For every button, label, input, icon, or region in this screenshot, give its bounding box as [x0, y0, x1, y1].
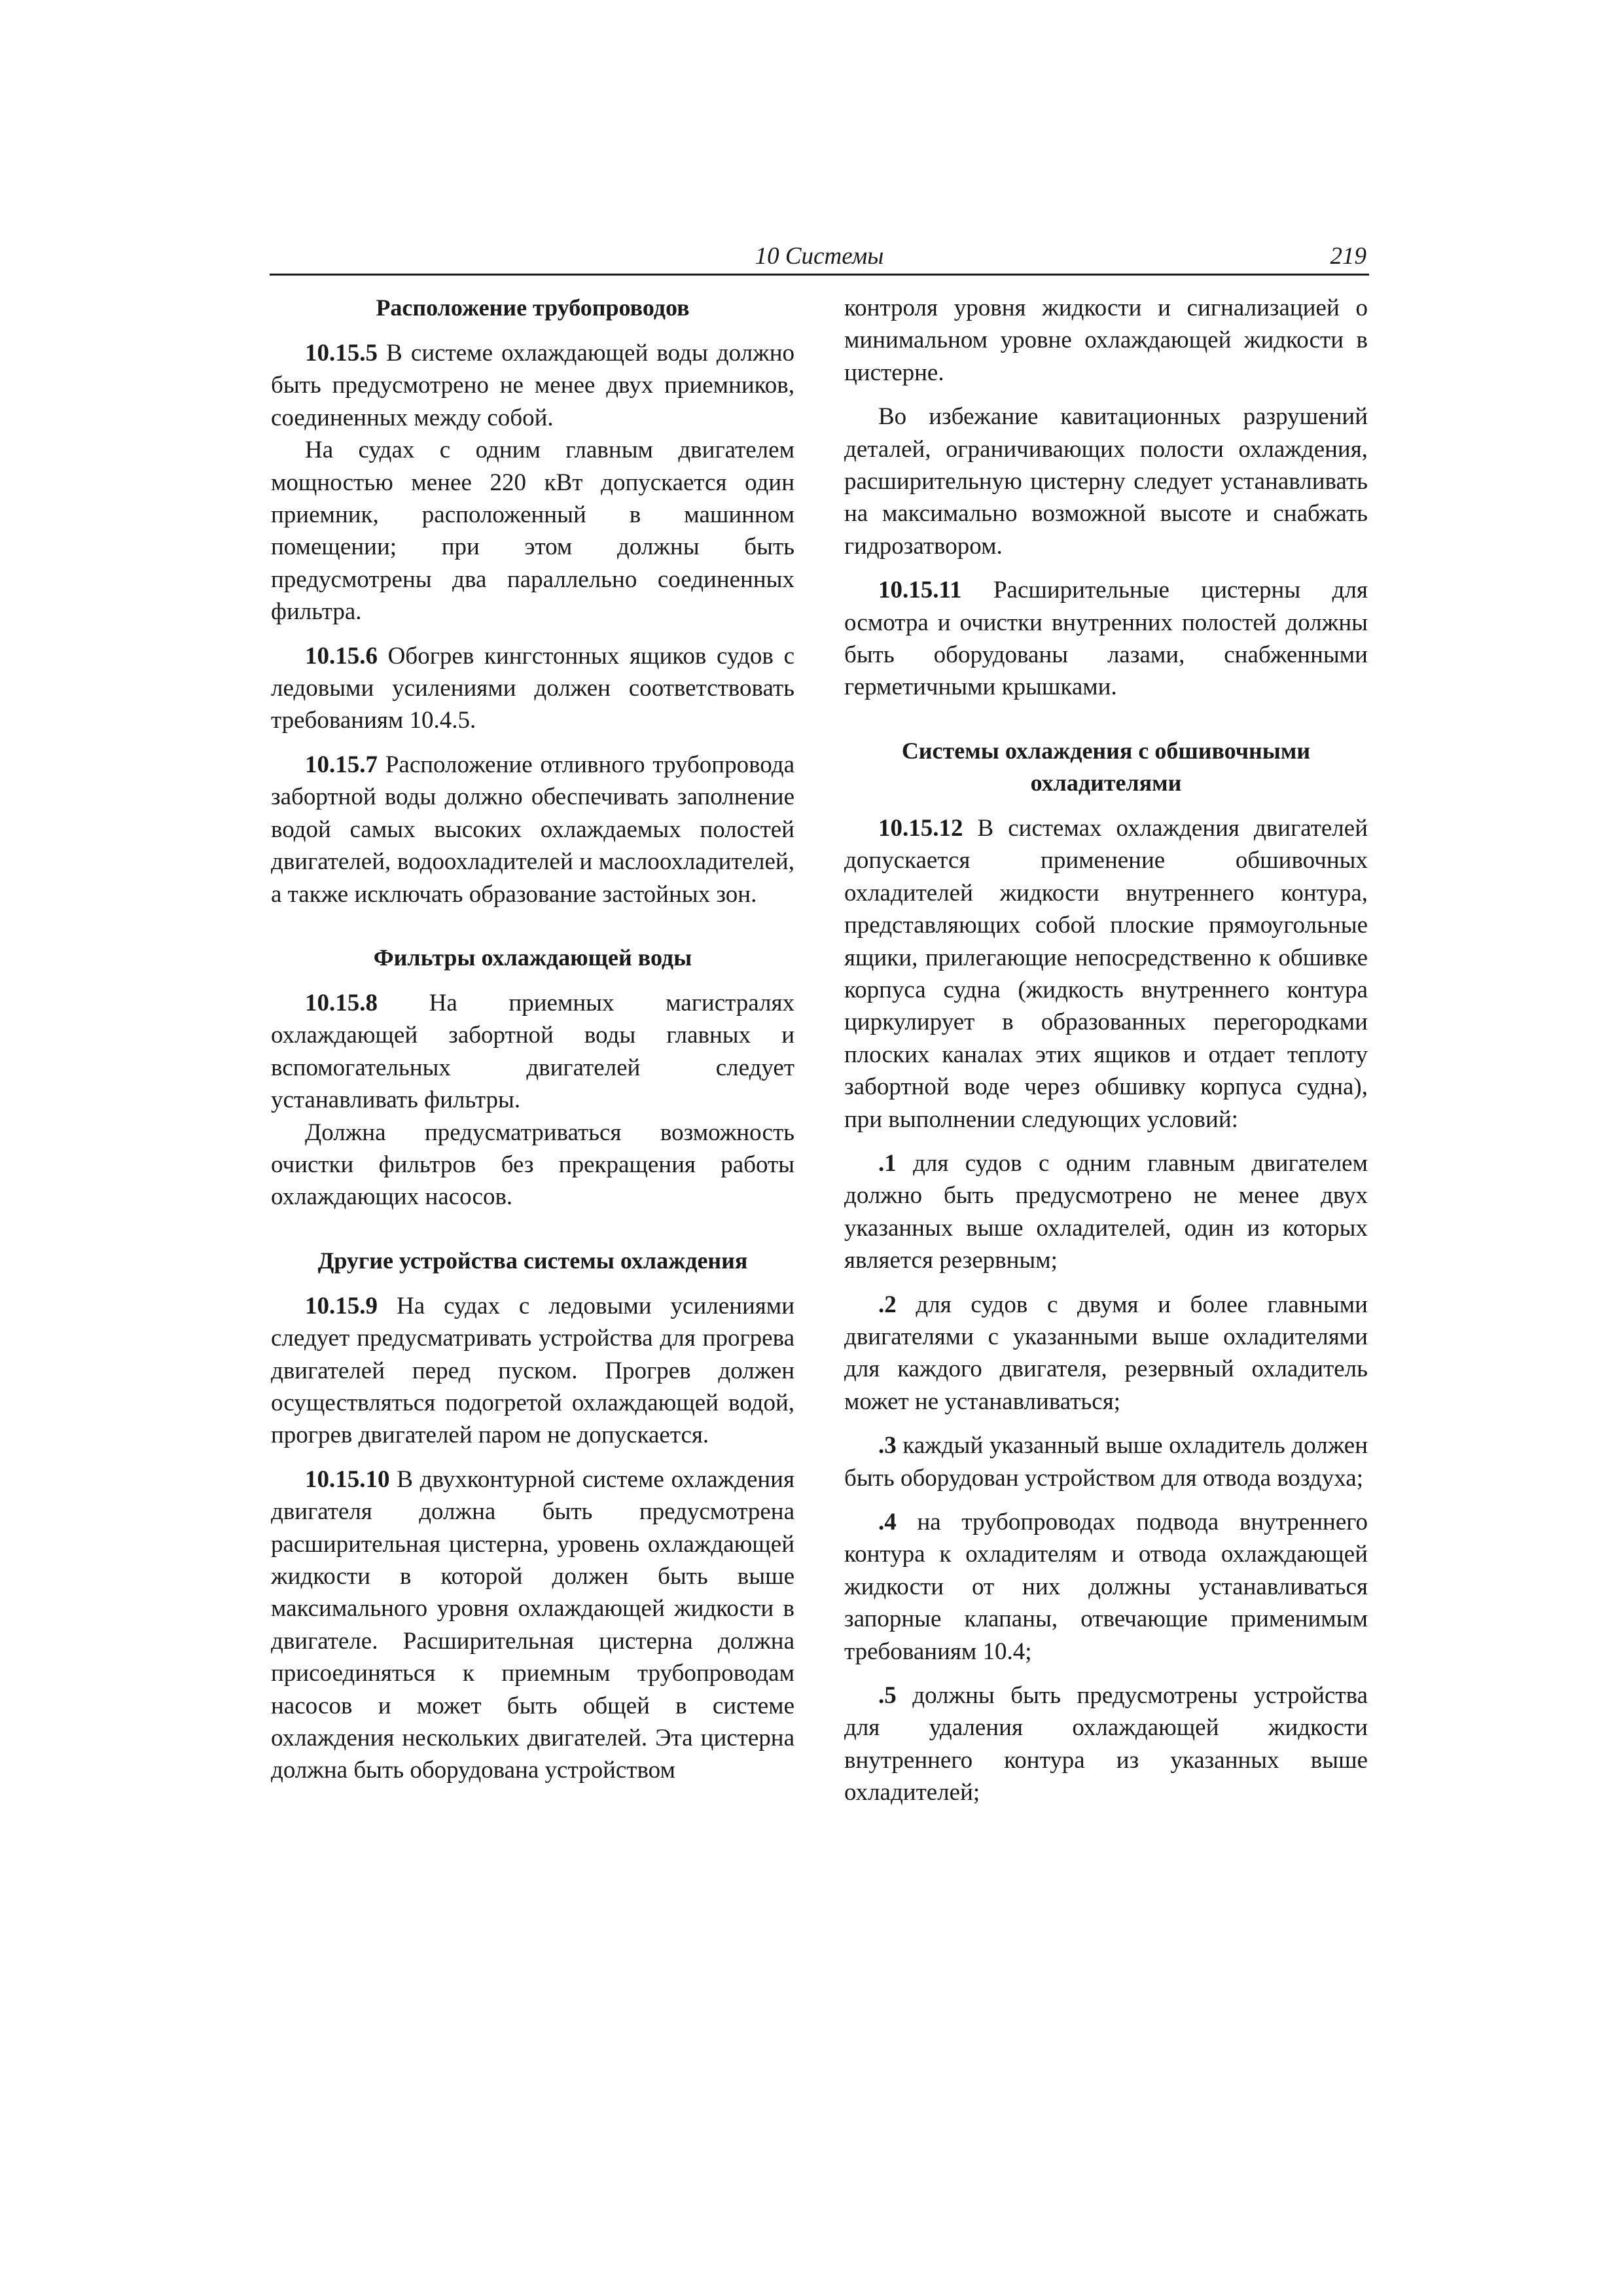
running-header — [270, 242, 1369, 276]
item-text: для судов с одним главным двигателем должно быть предусмотрено не менее двух указанных выше охладителей, один из которых является резервным; — [844, 1149, 1368, 1274]
paragraph-text: В двухконтурной системе охлаждения двигателя должна быть предусмотрена расширительная цистерна, уровень охлаждающей жидкости в которой должен быть выше максимального уровня охлаждающей жидкости в двигателе. Расширительная цистерна должна присоединяться к приемным трубопроводам насосов и может быть общей в системе охлаждения нескольких двигателей. Эта цистерна должна быть оборудована устройством — [271, 1465, 794, 1784]
clause-number: 10.15.8 — [305, 989, 378, 1016]
right-column — [844, 292, 1368, 1821]
item-number: .2 — [878, 1291, 897, 1318]
heading-hull-coolers — [844, 735, 1368, 799]
paragraph-10-15-5 — [271, 337, 794, 434]
section-title: 10 Системы — [755, 243, 884, 270]
clause-number: 10.15.9 — [305, 1292, 378, 1319]
paragraph-10-15-6 — [271, 640, 794, 737]
page-number: 219 — [1330, 243, 1366, 270]
heading-line: охладителями — [1030, 769, 1182, 796]
item-text: на трубопроводах подвода внутреннего контура к охладителям и отвода охлаждающей жидкости от них должны устанавливаться запорные клапаны, отвечающие применимым требованиям 10.4; — [844, 1509, 1368, 1665]
paragraph-10-15-12 — [844, 812, 1368, 1136]
paragraph-text: В системах охлаждения двигателей допускается применение обшивочных охладителей жидкости внутреннего контура, представляющих собой плоские прямоугольные ящики, прилегающие непосредственно к обшивке корпуса судна (жидкость внутреннего контура циркулирует в образованных перегородками плоских каналах этих ящиков и отдает теплоту забортной воде через обшивку корпуса судна), при выполнении следующих условий: — [844, 814, 1368, 1133]
left-column — [271, 292, 794, 1799]
paragraph-single-engine: На судах с одним главным двигателем мощностью менее 220 кВт допускается один приемник, расположенный в машинном помещении; при этом должны быть предусмотрены два параллельно соединенных фильтра. — [271, 437, 794, 626]
clause-number: 10.15.10 — [305, 1465, 390, 1493]
paragraph-text: Расположение отливного трубопровода забортной воды должно обеспечивать заполнение водой самых высоких охлаждаемых полостей двигателей, водоохладителей и маслоохладителей, а также исключать образование застойных зон. — [271, 751, 794, 908]
list-item-5 — [844, 1679, 1368, 1809]
paragraph-cavitation: Во избежание кавитационных разрушений деталей, ограничивающих полости охлаждения, расширительную цистерну следует устанавливать на максимально возможной высоте и снабжать гидрозатвором. — [844, 403, 1368, 560]
paragraph-10-15-8 — [271, 987, 794, 1117]
paragraph-text: На приемных магистралях охлаждающей забортной воды главных и вспомогательных двигателей следует устанавливать фильтры. — [271, 989, 794, 1114]
clause-number: 10.15.7 — [305, 751, 378, 778]
paragraph-continued: контроля уровня жидкости и сигнализацией о минимальном уровне охлаждающей жидкости в цистерне. — [844, 295, 1368, 386]
list-item-4 — [844, 1506, 1368, 1668]
item-text: должны быть предусмотрены устройства для удаления охлаждающей жидкости внутреннего контура из указанных выше охладителей; — [844, 1682, 1368, 1806]
paragraph-10-15-11 — [844, 574, 1368, 704]
paragraph-text: На судах с ледовыми усилениями следует предусматривать устройства для прогрева двигателей перед пуском. Прогрев должен осуществляться подогретой охлаждающей водой, прогрев двигателей паром не допускается. — [271, 1292, 794, 1449]
heading-pipeline-layout: Расположение трубопроводов — [376, 295, 690, 321]
item-number: .5 — [878, 1682, 897, 1710]
list-item-3 — [844, 1429, 1368, 1494]
item-number: .3 — [878, 1432, 897, 1460]
clause-number: 10.15.6 — [305, 642, 378, 670]
paragraph-10-15-10 — [271, 1463, 794, 1787]
item-text: для судов с двумя и более главными двигателями с указанными выше охладителями для каждого двигателя, резервный охладитель может не устанавливаться; — [844, 1291, 1368, 1415]
paragraph-text: Расширительные цистерны для осмотра и очистки внутренних полостей должны быть оборудованы лазами, снабженными герметичными крышками. — [844, 577, 1368, 701]
paragraph-text: В системе охлаждающей воды должно быть предусмотрено не менее двух приемников, соединенных между собой. — [271, 340, 794, 431]
item-number: .1 — [878, 1149, 897, 1177]
list-item-2 — [844, 1289, 1368, 1418]
heading-other-cooling-devices: Другие устройства системы охлаждения — [317, 1247, 748, 1274]
paragraph-10-15-7 — [271, 749, 794, 910]
clause-number: 10.15.11 — [878, 577, 962, 604]
paragraph-10-15-9 — [271, 1290, 794, 1452]
item-number: .4 — [878, 1509, 897, 1535]
paragraph-text: Обогрев кингстонных ящиков судов с ледовыми усилениями должен соответствовать требованиям 10.4.5. — [271, 642, 794, 734]
paragraph-filter-cleaning: Должна предусматриваться возможность очистки фильтров без прекращения работы охлаждающих насосов. — [271, 1119, 794, 1211]
clause-number: 10.15.5 — [305, 340, 378, 367]
heading-line: Системы охлаждения с обшивочными — [901, 737, 1311, 764]
heading-cooling-water-filters: Фильтры охлаждающей воды — [373, 944, 692, 971]
list-item-1 — [844, 1147, 1368, 1277]
clause-number: 10.15.12 — [878, 814, 963, 842]
item-text: каждый указанный выше охладитель должен быть оборудован устройством для отвода воздуха; — [844, 1432, 1368, 1492]
